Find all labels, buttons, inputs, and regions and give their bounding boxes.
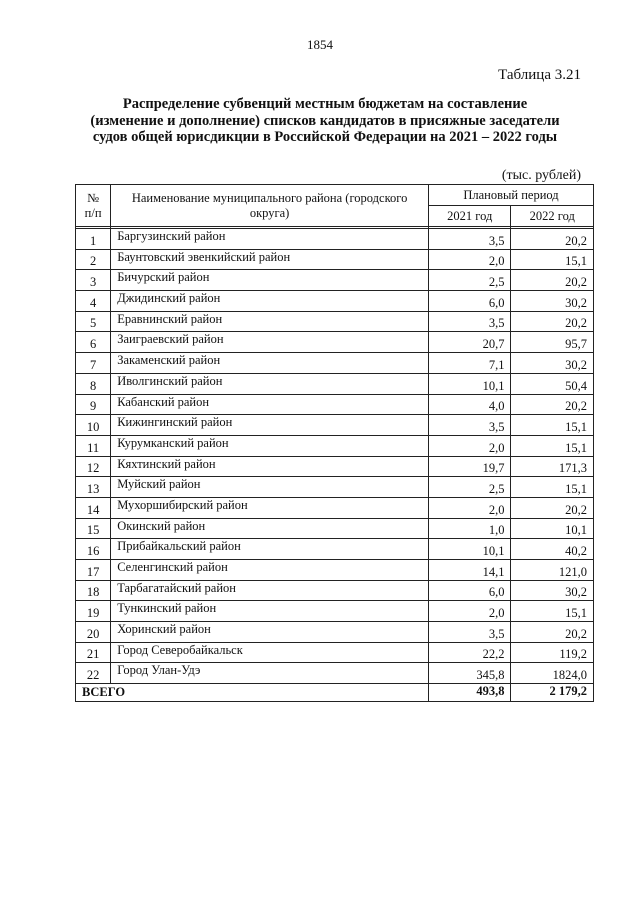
row-2021: 3,5: [429, 311, 511, 332]
header-2021: 2021 год: [429, 206, 511, 227]
row-name: Город Улан-Удэ: [111, 663, 429, 684]
row-2022: 20,2: [511, 497, 594, 518]
row-name: Кижингинский район: [111, 415, 429, 436]
row-2022: 121,0: [511, 560, 594, 581]
row-number: 14: [76, 497, 111, 518]
row-2021: 345,8: [429, 663, 511, 684]
header-period: Плановый период: [429, 185, 594, 206]
row-number: 9: [76, 394, 111, 415]
row-2021: 10,1: [429, 373, 511, 394]
row-name: Мухоршибирский район: [111, 497, 429, 518]
row-2021: 6,0: [429, 580, 511, 601]
total-2022: 2 179,2: [511, 684, 594, 702]
row-2021: 2,0: [429, 435, 511, 456]
row-name: Бичурский район: [111, 270, 429, 291]
table-body: [76, 227, 594, 684]
row-2021: 2,5: [429, 270, 511, 291]
row-name: Окинский район: [111, 518, 429, 539]
row-2022: 95,7: [511, 332, 594, 353]
units-note: (тыс. рублей): [501, 168, 581, 183]
row-name: Кабанский район: [111, 394, 429, 415]
row-2021: 20,7: [429, 332, 511, 353]
row-2022: 20,2: [511, 229, 594, 250]
row-2021: 22,2: [429, 642, 511, 663]
table-row: [76, 332, 594, 353]
table-row: [76, 560, 594, 581]
row-2022: 20,2: [511, 311, 594, 332]
row-2022: 15,1: [511, 601, 594, 622]
header-name: Наименование муниципального района (городского округа): [111, 185, 429, 227]
table-row: [76, 415, 594, 436]
row-2022: 20,2: [511, 394, 594, 415]
row-name: Тункинский район: [111, 601, 429, 622]
row-name: Заиграевский район: [111, 332, 429, 353]
table-row: [76, 601, 594, 622]
row-name: Баунтовский эвенкийский район: [111, 249, 429, 270]
page-number: 1854: [307, 37, 333, 52]
row-name: Муйский район: [111, 477, 429, 498]
row-2021: 3,5: [429, 622, 511, 643]
row-2022: 40,2: [511, 539, 594, 560]
row-2022: 10,1: [511, 518, 594, 539]
row-number: 10: [76, 415, 111, 436]
table-row: [76, 663, 594, 684]
table-row: [76, 394, 594, 415]
row-2022: 30,2: [511, 353, 594, 374]
table-label: Таблица 3.21: [498, 67, 581, 83]
table-row: [76, 477, 594, 498]
row-2022: 15,1: [511, 477, 594, 498]
row-2021: 4,0: [429, 394, 511, 415]
header-number: № п/п: [76, 185, 111, 227]
row-number: 18: [76, 580, 111, 601]
row-name: Баргузинский район: [111, 229, 429, 250]
row-2022: 119,2: [511, 642, 594, 663]
row-2022: 15,1: [511, 415, 594, 436]
row-name: Прибайкальский район: [111, 539, 429, 560]
row-number: 16: [76, 539, 111, 560]
subvention-table: [75, 184, 594, 702]
table-row: [76, 229, 594, 250]
row-2021: 14,1: [429, 560, 511, 581]
table-row: [76, 249, 594, 270]
row-2021: 10,1: [429, 539, 511, 560]
table-row: [76, 580, 594, 601]
row-name: Селенгинский район: [111, 560, 429, 581]
table-row: [76, 539, 594, 560]
row-name: Иволгинский район: [111, 373, 429, 394]
row-2022: 15,1: [511, 435, 594, 456]
row-2022: 20,2: [511, 622, 594, 643]
row-2022: 50,4: [511, 373, 594, 394]
table-row: [76, 291, 594, 312]
table-row: [76, 497, 594, 518]
total-2021: 493,8: [429, 684, 511, 702]
table-row: [76, 373, 594, 394]
document-title: Распределение субвенций местным бюджетам на составление (изменение и дополнение) списков кандидатов в присяжные заседатели судов общей юрисдикции в Российской Федерации на 2021 – 2022 годы: [90, 96, 560, 145]
row-2021: 2,0: [429, 497, 511, 518]
row-number: 1: [76, 229, 111, 250]
row-2021: 7,1: [429, 353, 511, 374]
row-number: 19: [76, 601, 111, 622]
row-2022: 171,3: [511, 456, 594, 477]
total-label: ВСЕГО: [76, 684, 429, 702]
row-2022: 15,1: [511, 249, 594, 270]
row-2022: 30,2: [511, 580, 594, 601]
table-row: [76, 270, 594, 291]
row-number: 11: [76, 435, 111, 456]
table-row: [76, 456, 594, 477]
total-row: [76, 684, 594, 702]
row-name: Хоринский район: [111, 622, 429, 643]
row-2022: 20,2: [511, 270, 594, 291]
row-name: Джидинский район: [111, 291, 429, 312]
table-row: [76, 353, 594, 374]
row-name: Кяхтинский район: [111, 456, 429, 477]
row-2022: 30,2: [511, 291, 594, 312]
row-number: 17: [76, 560, 111, 581]
row-number: 2: [76, 249, 111, 270]
row-number: 15: [76, 518, 111, 539]
row-number: 20: [76, 622, 111, 643]
table-row: [76, 435, 594, 456]
row-name: Закаменский район: [111, 353, 429, 374]
row-2021: 19,7: [429, 456, 511, 477]
row-number: 6: [76, 332, 111, 353]
table-row: [76, 642, 594, 663]
row-number: 7: [76, 353, 111, 374]
table-row: [76, 518, 594, 539]
table-row: [76, 622, 594, 643]
row-2021: 6,0: [429, 291, 511, 312]
table-row: [76, 311, 594, 332]
row-name: Курумканский район: [111, 435, 429, 456]
header-2022: 2022 год: [511, 206, 594, 227]
row-number: 22: [76, 663, 111, 684]
row-number: 4: [76, 291, 111, 312]
row-number: 8: [76, 373, 111, 394]
row-name: Еравнинский район: [111, 311, 429, 332]
row-number: 13: [76, 477, 111, 498]
row-2022: 1824,0: [511, 663, 594, 684]
row-2021: 1,0: [429, 518, 511, 539]
row-number: 21: [76, 642, 111, 663]
row-2021: 3,5: [429, 415, 511, 436]
row-number: 3: [76, 270, 111, 291]
row-2021: 2,0: [429, 249, 511, 270]
row-2021: 2,5: [429, 477, 511, 498]
row-2021: 3,5: [429, 229, 511, 250]
row-2021: 2,0: [429, 601, 511, 622]
row-number: 12: [76, 456, 111, 477]
row-name: Город Северобайкальск: [111, 642, 429, 663]
row-name: Тарбагатайский район: [111, 580, 429, 601]
row-number: 5: [76, 311, 111, 332]
